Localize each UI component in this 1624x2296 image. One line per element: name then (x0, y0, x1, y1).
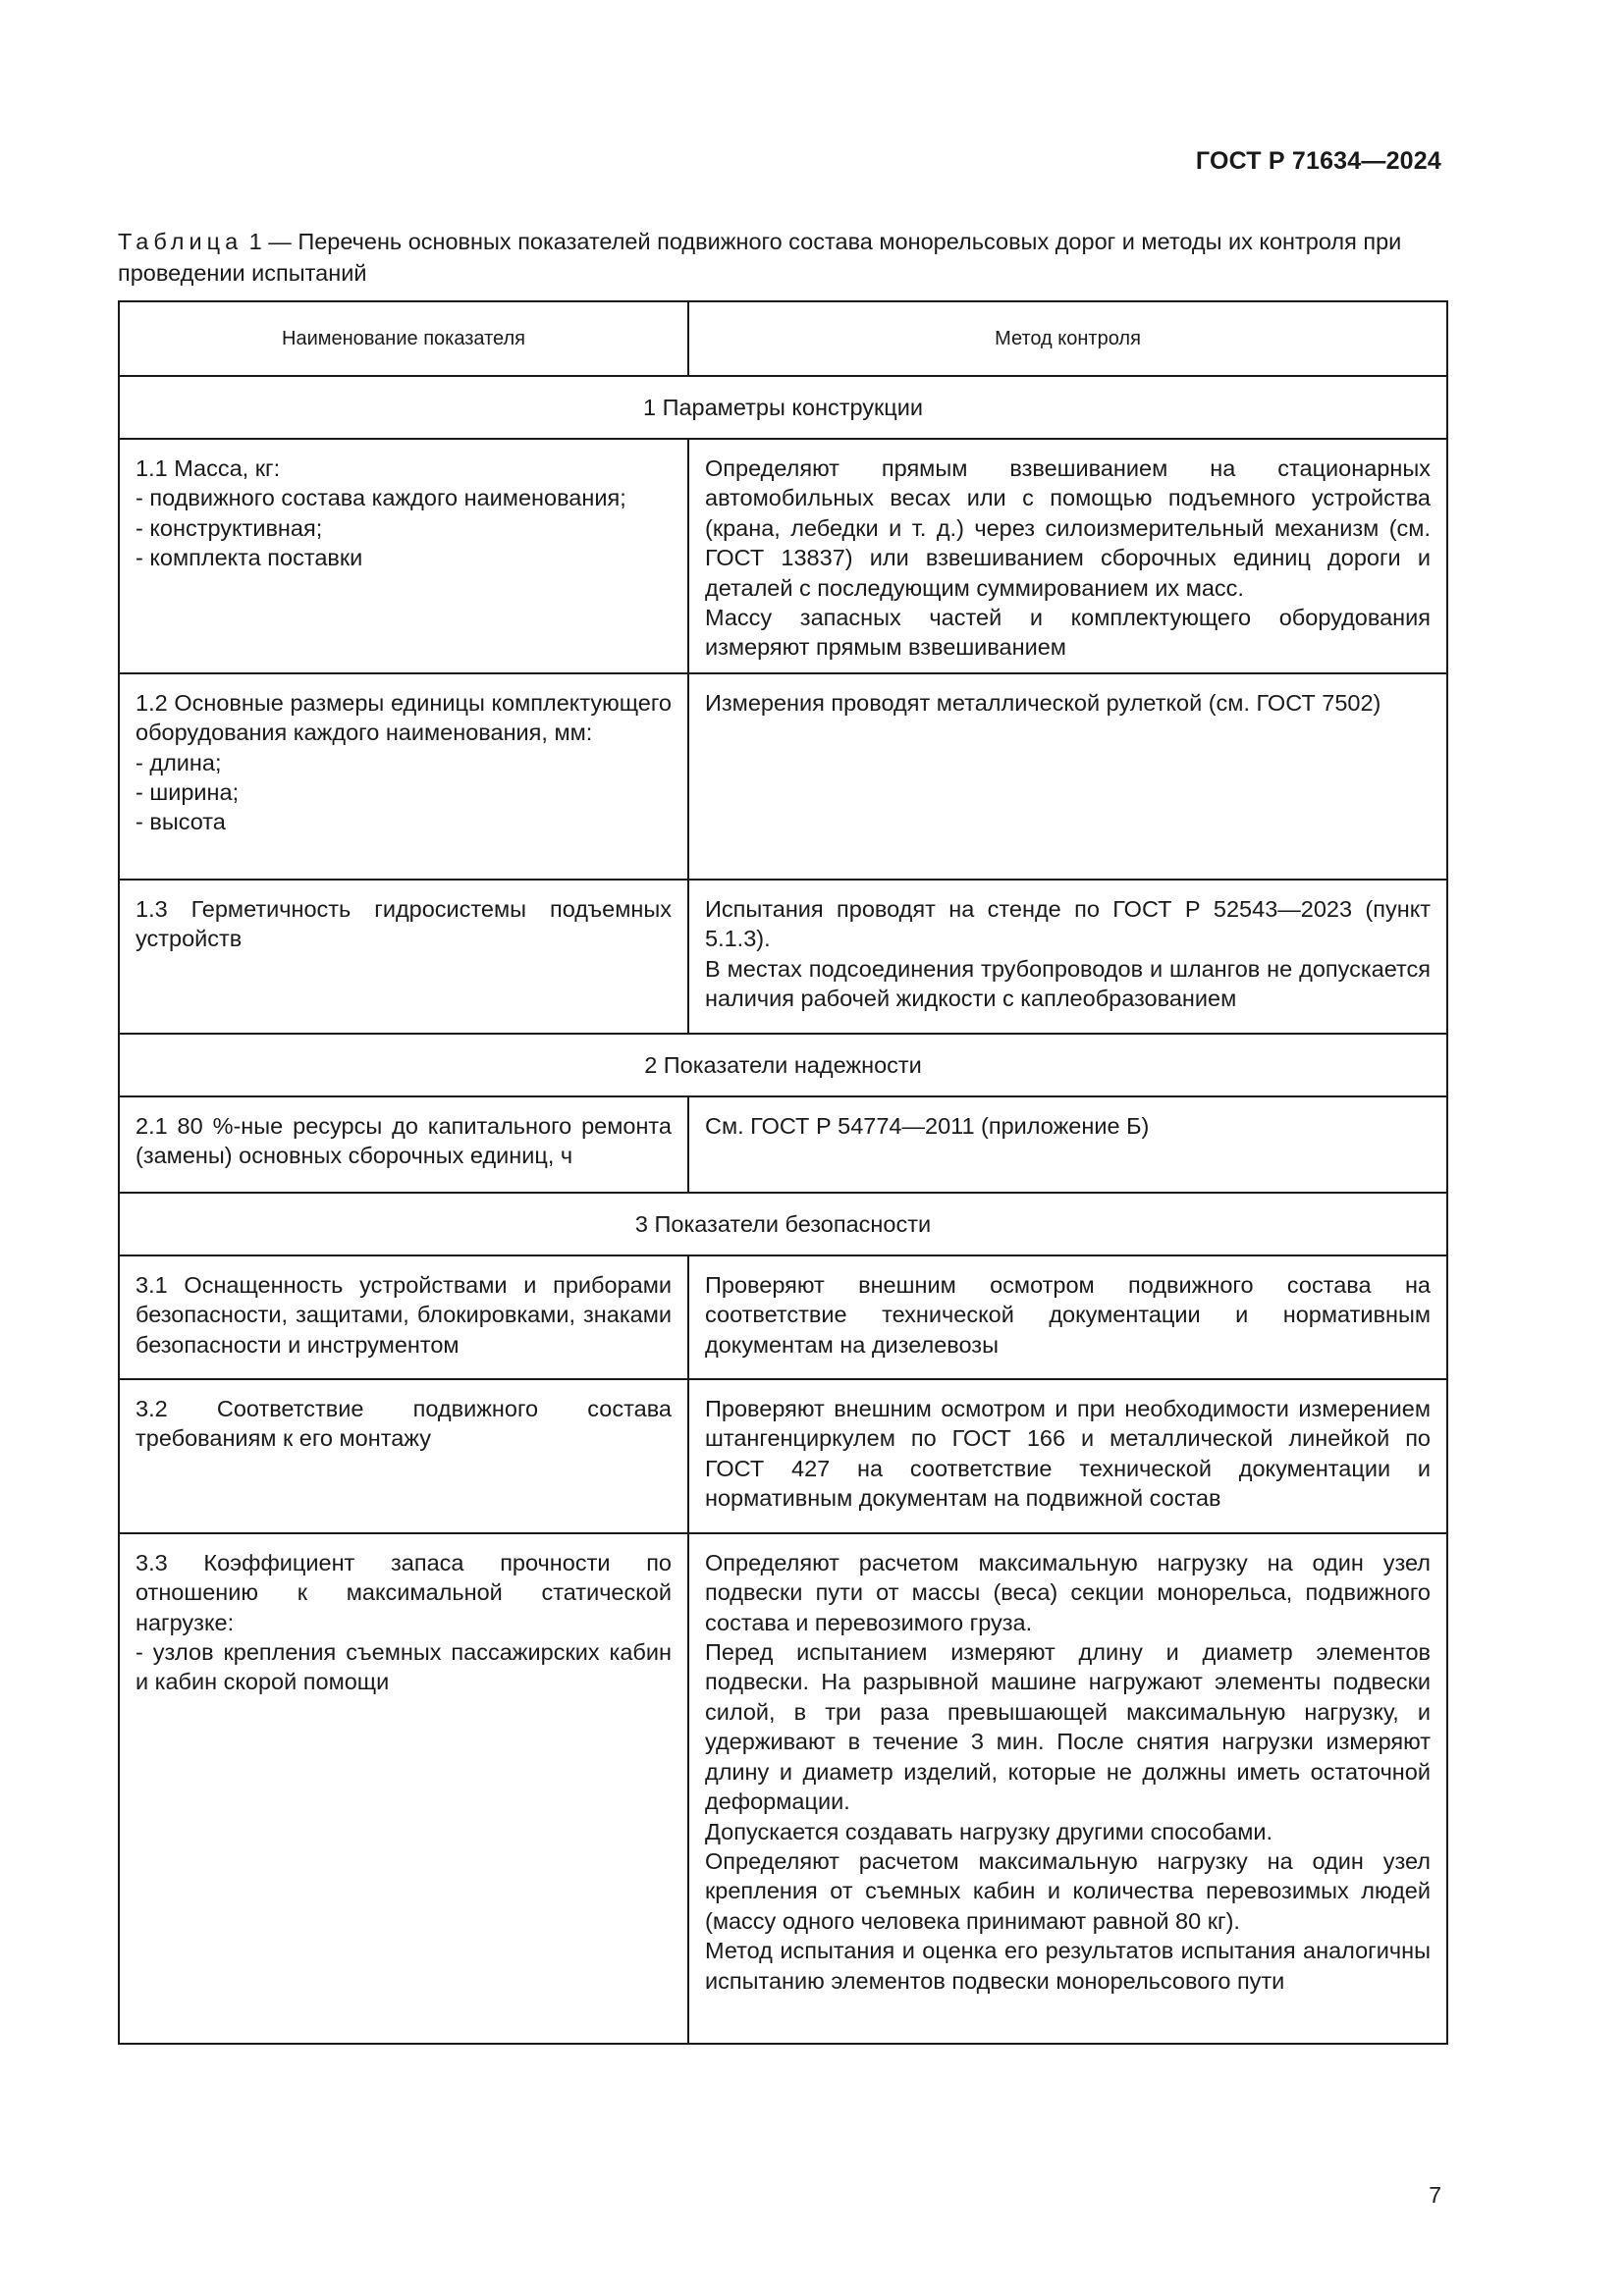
indicator-text: 2.1 80 %-ные ресурсы до капитального ремонта (замены) основных сборочных единиц, ч (135, 1112, 672, 1169)
document-id: ГОСТ Р 71634—2024 (1195, 147, 1441, 175)
indicator-text: - узлов крепления съемных пассажирских кабин и кабин скорой помощи (135, 1639, 672, 1695)
indicator-line: - комплекта поставки (135, 545, 363, 571)
method-paragraph: Массу запасных частей и комплектующего оборудования измеряют прямым взвешиванием (705, 605, 1431, 661)
method-paragraph: Допускается создавать нагрузку другими способами. (705, 1818, 1273, 1844)
method-cell (688, 1533, 1447, 2044)
indicator-text: 3.1 Оснащенность устройствами и приборами безопасности, защитами, блокировками, знаками безопасности и инструментом (135, 1271, 672, 1358)
page-number: 7 (1429, 2182, 1441, 2208)
indicator-line: - длина; (135, 749, 222, 775)
method-cell (688, 880, 1447, 1034)
indicator-cell (119, 880, 688, 1034)
table-header-row (119, 301, 1447, 376)
method-cell (688, 1255, 1447, 1379)
table-caption-text: 1 — Перечень основных показателей подвижного состава монорельсовых дорог и методы их контроля при проведении испытаний (118, 229, 1402, 286)
method-paragraph: Определяют расчетом максимальную нагрузку на один узел крепления от съемных кабин и количества перевозимых людей (массу одного человека принимают равной 80 кг). (705, 1847, 1431, 1934)
method-paragraph: Испытания проводят на стенде по ГОСТ Р 52543—2023 (пункт 5.1.3). (705, 895, 1431, 952)
method-paragraph: Проверяют внешним осмотром и при необходимости измерением штангенциркулем по ГОСТ 166 и металлической линейкой по ГОСТ 427 на соответствие технической документации и нормативным документам на подвижной состав (705, 1395, 1431, 1512)
indicators-table (118, 300, 1448, 2045)
table-row (119, 1533, 1447, 2044)
indicator-text: 3.3 Коэффициент запаса прочности по отношению к максимальной статической нагрузке: (135, 1549, 672, 1635)
section-row (119, 1034, 1447, 1096)
table-caption (118, 226, 1448, 289)
method-cell (688, 1379, 1447, 1533)
indicator-line: - ширина; (135, 779, 240, 806)
method-paragraph: Перед испытанием измеряют длину и диаметр элементов подвески. На разрывной машине нагружают элементы подвески силой, в три раза превышающей максимальную нагрузку, и удерживают в течение 3 мин. После снятия нагрузки измеряют длину и диаметр изделий, которые не должны иметь остаточной деформации. (705, 1639, 1431, 1815)
method-paragraph: Определяют расчетом максимальную нагрузку на один узел подвески пути от массы (веса) секции монорельса, подвижного состава и перевозимого груза. (705, 1549, 1431, 1635)
section-title: 2 Показатели надежности (119, 1034, 1447, 1096)
indicator-text: 1.2 Основные размеры единицы комплектующего оборудования каждого наименования, мм: (135, 689, 672, 746)
indicator-cell (119, 673, 688, 880)
indicator-text: 1.3 Герметичность гидросистемы подъемных устройств (135, 895, 672, 952)
indicator-line: 1.1 Масса, кг: (135, 455, 281, 481)
table-row (119, 673, 1447, 880)
indicator-line: - конструктивная; (135, 514, 323, 541)
table-row (119, 1379, 1447, 1533)
indicator-cell (119, 439, 688, 673)
method-paragraph: Метод испытания и оценка его результатов испытания аналогичны испытанию элементов подвески монорельсового пути (705, 1938, 1431, 1994)
method-cell: Измерения проводят металлической рулеткой (см. ГОСТ 7502) (688, 673, 1447, 880)
method-paragraph: В местах подсоединения трубопроводов и шлангов не допускается наличия рабочей жидкости с каплеобразованием (705, 955, 1431, 1012)
method-paragraph: Определяют прямым взвешиванием на стационарных автомобильных весах или с помощью подъемного устройства (крана, лебедки и т. д.) через силоизмерительный механизм (см. ГОСТ 13837) или взвешиванием сборочных единиц дороги и деталей с последующим суммированием их масс. (705, 455, 1431, 601)
table-caption-label: Таблица (118, 229, 244, 254)
section-row (119, 1193, 1447, 1255)
method-cell: См. ГОСТ Р 54774—2011 (приложение Б) (688, 1096, 1447, 1193)
indicator-line: - высота (135, 809, 226, 835)
table-row (119, 1255, 1447, 1379)
indicator-cell (119, 1379, 688, 1533)
indicator-cell (119, 1096, 688, 1193)
section-title: 3 Показатели безопасности (119, 1193, 1447, 1255)
table-row (119, 1096, 1447, 1193)
indicator-text: 3.2 Соответствие подвижного состава требованиям к его монтажу (135, 1395, 672, 1452)
col-header-method: Метод контроля (688, 301, 1447, 376)
indicator-line: - подвижного состава каждого наименования; (135, 485, 626, 511)
section-title: 1 Параметры конструкции (119, 376, 1447, 439)
indicator-cell (119, 1533, 688, 2044)
table-row (119, 439, 1447, 673)
col-header-indicator: Наименование показателя (119, 301, 688, 376)
method-cell (688, 439, 1447, 673)
method-paragraph: Проверяют внешним осмотром подвижного состава на соответствие технической документации и нормативным документам на дизелевозы (705, 1271, 1431, 1358)
table-row (119, 880, 1447, 1034)
section-row (119, 376, 1447, 439)
indicator-cell (119, 1255, 688, 1379)
